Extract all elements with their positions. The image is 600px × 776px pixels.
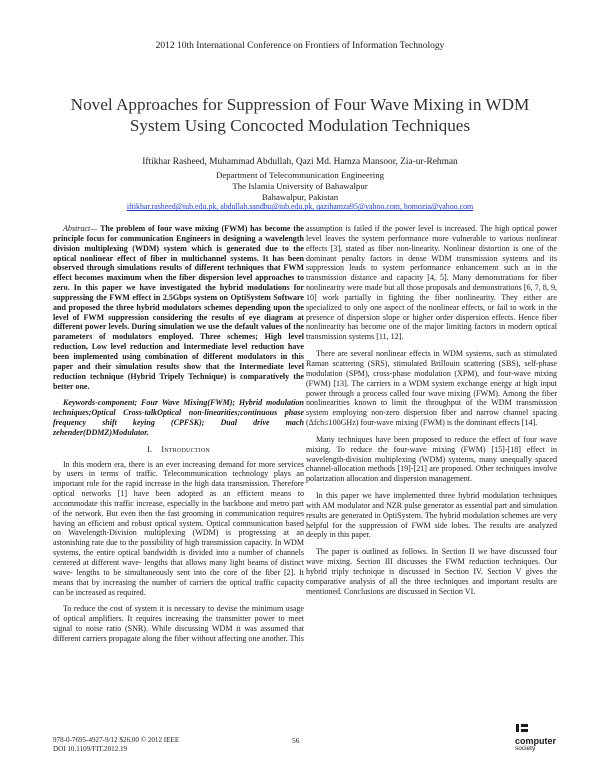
intro-paragraph-1: In this modern era, there is an ever increasing demand for more services by users in terms of traffic. Telecommunication technology plays an important role for the rapid increase in the high data transmission. Therefore optical networks [1] have been adopted as an efficient means to accommodate this traffic increase, especially in the backbone and metro part of the network. But even then the fast grooming in communication requires having an efficient and robust optical system. Optical communication based on Wavelength-Division multiplexing (WDM) is progressing at an astonishing rate due to the possibility of high transmission capacity. In WDM systems, the entire optical bandwidth is divided into a number of channels centered at different wave- lengths that allows many light beams of distinct wave- lengths to be simultaneously sent into the core of the fiber [2]. It means that by increasing the number of carriers the optical traffic capacity can be increased as required. xyxy=(53,459,304,597)
ieee-cs-mark-icon xyxy=(515,723,529,733)
affiliation xyxy=(0,170,600,213)
abstract-label: Abstract— xyxy=(63,224,98,233)
logo-line-2: society xyxy=(515,745,536,752)
right-paragraph-4: In this paper we have implemented three hybrid modulation techniques with AM modulator and NZR pulse generator as essential part and simulation results are generated in OptiSystem. The hybrid modulation schemes are very helpful for the suppression of FWM side lobes. The results are analyzed deeply in this paper. xyxy=(306,491,557,540)
page-number: 56 xyxy=(292,736,300,745)
abstract xyxy=(53,224,304,391)
city: Bahawalpur, Pakistan xyxy=(261,191,339,202)
right-paragraph-1: assumption is failed if the power level is increased. The high optical power level leaves the system performance more vulnerable to various nonlinear effects [3], stated as fiber non-linearity. Nonlinear distortion is one of the dominant penalty factors in dense WDM transmission systems and its suppression leads to system performance enhancement such as in the transmission distance and capacity [4, 5]. Many demonstrations for fiber nonlinearity were made but all those proposals and demonstrations [6, 7, 8, 9, 10] work partially in fighting the fiber nonlinearity. They either are specialized to only one aspect of the nonlinear effects, or fail to work in the presence of dispersion slope or higher order dispersion effects. Hence fiber nonlinearity has become one of the major limiting factors in modern optical transmission systems [11, 12]. xyxy=(306,224,557,342)
right-column xyxy=(306,224,557,604)
right-paragraph-5: The paper is outlined as follows. In Section II we have discussed four wave mixing. Section III discusses the FWM reduction techniques. Our hybrid triply technique is discussed in Section IV. Section V gives the comparative analysis of all the three techniques and important results are mentioned. Conclusions are discussed in Section VI. xyxy=(306,547,557,596)
abstract-text: The problem of four wave mixing (FWM) has become the principle focus for communication Engineers in designing a wavelength division multiplexing (WDM) system which is generated due to the optical nonlinear effect of fiber in multichannel systems. It has been observed through simulations results of different techniques that FWM effect becomes maximum when the fiber dispersion level approaches to zero. In this paper we have investigated the hybrid modulations for suppressing the FWM effect in 2.5Gbps system on OptiSystem Software and proposed the three hybrid modulators schemes depending upon the level of FWM suppression considering the results of eye diagram at different power levels. During simulation we use the default values of the parameters of modulators employed. Three schemes; High level reduction, Low level reduction and Intermediate level reduction have been implemented using combination of different modulators in this paper and their simulation results show that the Intermediate level reduction technique (Hybrid Tripely Technique) is comparatively the better one. xyxy=(53,224,304,391)
intro-paragraph-2: To reduce the cost of system it is necessary to devise the minimum usage of optical amplifiers. It requires increasing the transmitter power to meet signal to noise ratio (SNR). While discussing WDM it was assumed that different carriers propagate along the fiber without affecting one another. This xyxy=(53,604,304,643)
logo-line-1: computer xyxy=(515,736,557,746)
logo-text xyxy=(515,738,555,752)
right-paragraph-2: There are several nonlinear effects in WDM systems, such as stimulated Raman scattering (SRS), stimulated Brillouin scattering (SBS), self-phase modulation (SPM), cross-phase modulation (XPM), and four-wave mixing (FWM) [13]. The carriers in a WDM system exchange energy at high input power through a process called four wave mixing (FWM). Among the fiber nonlinearities known to limit the throughput of the WDM transmission system employing non-zero dispersion fiber and narrow channel spacing (Δfch≤100GHz) four-wave mixing (FWM) is the dominant effects [14]. xyxy=(306,349,557,428)
right-paragraph-3: Many techniques have been proposed to reduce the effect of four wave mixing. To reduce the four-wave mixing (FWM) [15]-[18] effect in wavelength-division multiplexing (WDM) systems, many unequally spaced channel-allocation methods [19]-[21] are proposed. Other techniques involve polarization allocation and dispersion management. xyxy=(306,434,557,484)
section-title: Introduction xyxy=(161,444,210,454)
title-line-1: Novel Approaches for Suppression of Four Wave Mixing in WDM xyxy=(70,95,530,114)
author-emails[interactable]: iftikhar.rasheed@iub.edu.pk, abdullah.sandhu@iub.edu.pk, qazihamza95@yahoo.com, homozia@yahoo.com xyxy=(126,202,474,212)
title-line-2: System Using Concocted Modulation Techniques xyxy=(129,116,471,135)
authors: Iftikhar Rasheed, Muhammad Abdullah, Qazi Md. Hamza Mansoor, Zia-ur-Rehman xyxy=(142,157,458,167)
computer-society-logo xyxy=(515,720,555,756)
department: Department of Telecommunication Engineering xyxy=(215,170,385,180)
left-column xyxy=(53,224,304,651)
section-number: I. xyxy=(147,444,153,454)
section-heading-introduction xyxy=(53,445,304,455)
paper-title xyxy=(40,94,560,136)
conference-header: 2012 10th International Conference on Frontiers of Information Technology xyxy=(155,41,445,51)
isbn: 978-0-7695-4927-9/12 $26.00 © 2012 IEEE xyxy=(53,736,180,744)
footer-copyright xyxy=(53,736,179,754)
doi[interactable]: DOI 10.1109/FIT.2012.19 xyxy=(53,745,128,753)
keywords: Keywords-component; Four Wave Mixing(FWM); Hybrid modulation techniques;Optical Cross-talkOptical non-linearities;continuous phase frequency shift keying (CPFSK); Dual drive mach zehender(DDMZ)Modulator. xyxy=(53,398,304,437)
university: The Islamia University of Bahawalpur xyxy=(232,180,368,191)
